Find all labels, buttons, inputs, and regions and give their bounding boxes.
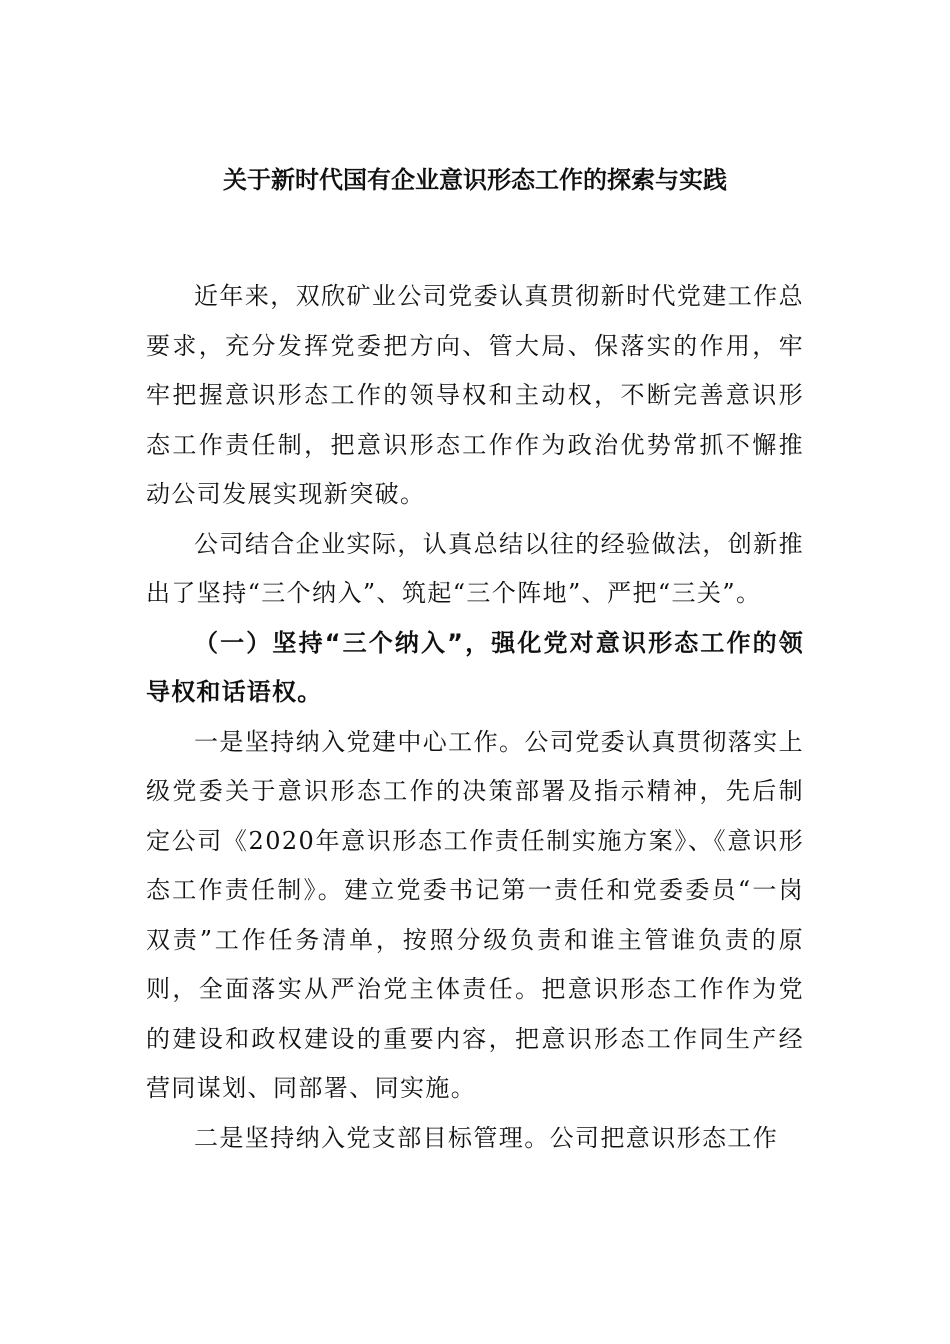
paragraph-intro: 近年来，双欣矿业公司党委认真贯彻新时代党建工作总要求，充分发挥党委把方向、管大局、保落实的作用，牢牢把握意识形态工作的领导权和主动权，不断完善意识形态工作责任制，把意识形态工作作为政治优势常抓不懈推动公司发展实现新突破。 — [146, 282, 804, 508]
paragraph-point-2: 二是坚持纳入党支部目标管理。公司把意识形态工作 — [194, 1123, 779, 1152]
section-heading-1: （一）坚持“三个纳入”，强化党对意识形态工作的领导权和话语权。 — [146, 628, 804, 706]
paragraph-point-1: 一是坚持纳入党建中心工作。公司党委认真贯彻落实上级党委关于意识形态工作的决策部署及指示精神，先后制定公司《2020年意识形态工作责任制实施方案》、《意识形态工作责任制》。建立党委书记第一责任和党委委员“一岗双责”工作任务清单，按照分级负责和谁主管谁负责的原则，全面落实从严治党主体责任。把意识形态工作作为党的建设和政权建设的重要内容，把意识形态工作同生产经营同谋划、同部署、同实施。 — [146, 727, 804, 1102]
document-body — [146, 272, 804, 1163]
paragraph-summary: 公司结合企业实际，认真总结以往的经验做法，创新推出了坚持“三个纳入”、筑起“三个阵地”、严把“三关”。 — [146, 529, 804, 607]
document-title: 关于新时代国有企业意识形态工作的探索与实践 — [223, 166, 727, 194]
